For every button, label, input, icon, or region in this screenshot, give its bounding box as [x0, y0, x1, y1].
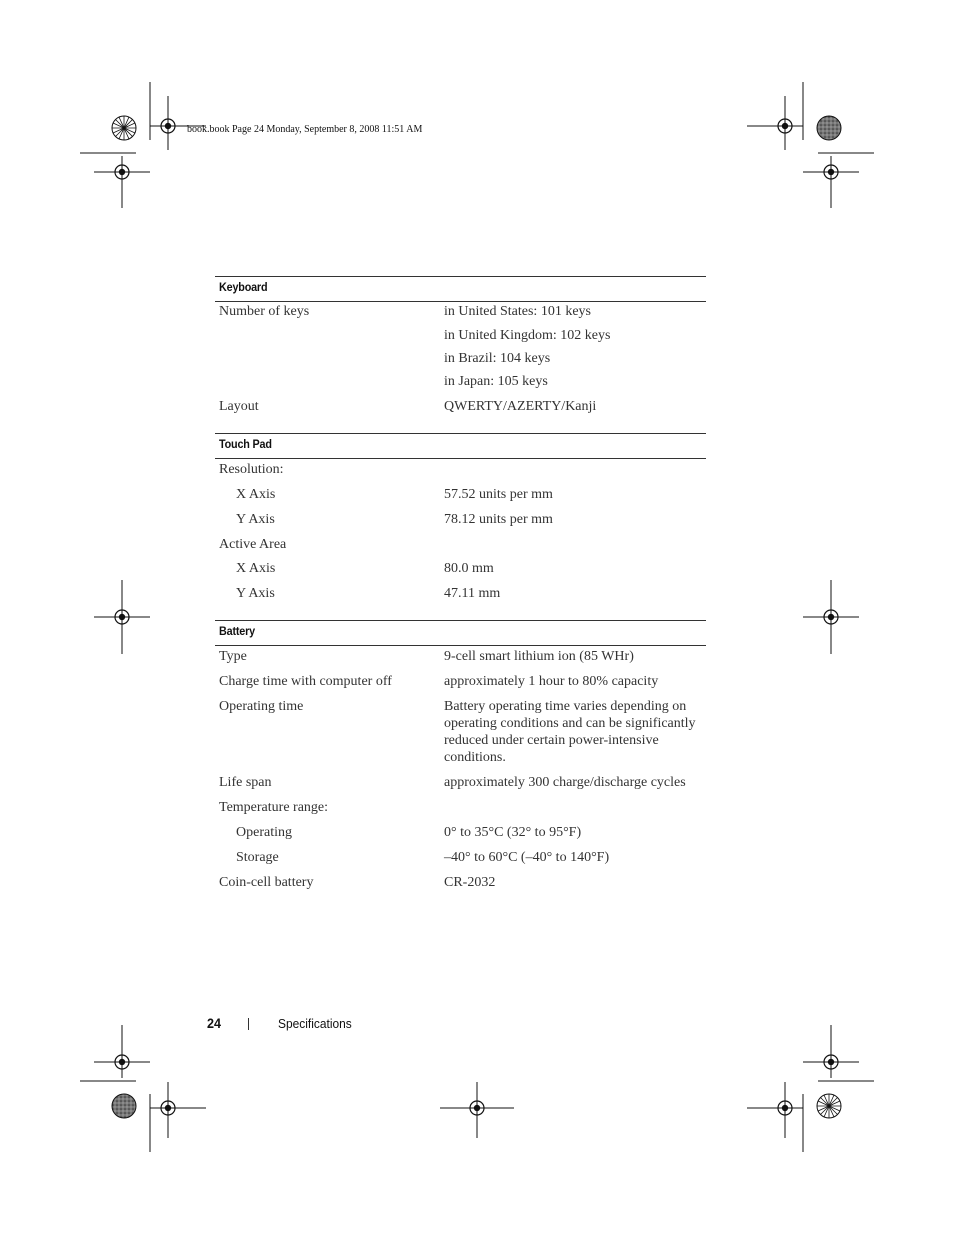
battery-section: [215, 620, 706, 646]
row-label: Resolution:: [219, 462, 284, 477]
row-label: Active Area: [219, 537, 287, 552]
row-label: Type: [219, 649, 247, 664]
row-label: Temperature range:: [219, 800, 329, 815]
section-header-keyboard: [215, 276, 706, 302]
row-value: 57.52 units per mm: [444, 487, 553, 502]
row-value: 47.11 mm: [444, 586, 501, 601]
row-label: Layout: [219, 399, 259, 414]
row-label: Y Axis: [236, 512, 275, 527]
row-value: in Brazil: 104 keys: [444, 351, 551, 366]
row-label: Operating: [236, 825, 292, 840]
row-value: CR-2032: [444, 875, 496, 890]
row-label: Number of keys: [219, 304, 310, 319]
tint-patch-icon: [112, 1094, 136, 1118]
section-title: Touch Pad: [219, 437, 272, 451]
row-value: approximately 300 charge/discharge cycles: [444, 775, 686, 790]
section-header-touchpad: [215, 433, 706, 459]
page-number: 24: [207, 1015, 222, 1031]
starburst-icon: [817, 1094, 841, 1118]
row-label: Charge time with computer off: [219, 674, 392, 689]
registration-mark-icon: [464, 1095, 490, 1121]
registration-mark-icon: [109, 159, 135, 185]
registration-mark-icon: [109, 1049, 135, 1075]
section-title: Keyboard: [219, 280, 268, 294]
registration-mark-icon: [818, 159, 844, 185]
row-label: Storage: [236, 850, 279, 865]
row-value: in Japan: 105 keys: [444, 374, 548, 389]
row-value: 78.12 units per mm: [444, 512, 553, 527]
tint-patch-icon: [817, 116, 841, 140]
registration-mark-icon: [109, 604, 135, 630]
registration-mark-icon: [818, 1049, 844, 1075]
keyboard-section: [215, 276, 706, 302]
registration-mark-icon: [155, 1095, 181, 1121]
touchpad-section: [215, 433, 706, 459]
footer-divider: [248, 1018, 249, 1030]
row-label: Life span: [219, 775, 272, 790]
row-label: Y Axis: [236, 586, 275, 601]
starburst-icon: [112, 116, 136, 140]
registration-mark-icon: [772, 113, 798, 139]
row-value: approximately 1 hour to 80% capacity: [444, 674, 659, 689]
row-value: in United Kingdom: 102 keys: [444, 328, 611, 343]
row-label: X Axis: [236, 561, 276, 576]
row-value: –40° to 60°C (–40° to 140°F): [444, 850, 610, 865]
section-header-battery: [215, 620, 706, 646]
registration-mark-icon: [155, 113, 181, 139]
row-value: QWERTY/AZERTY/Kanji: [444, 399, 597, 414]
running-footer-title: Specifications: [278, 1016, 352, 1031]
row-value: Battery operating time varies depending on operating conditions and can be significantly reduced under certain power-intensive conditions.: [444, 699, 696, 765]
registration-mark-icon: [772, 1095, 798, 1121]
row-label: X Axis: [236, 487, 276, 502]
section-title: Battery: [219, 624, 255, 638]
registration-mark-icon: [818, 604, 844, 630]
row-value: 80.0 mm: [444, 561, 494, 576]
row-value: in United States: 101 keys: [444, 304, 591, 319]
row-value: 0° to 35°C (32° to 95°F): [444, 825, 582, 840]
print-slug: book.book Page 24 Monday, September 8, 2008 11:51 AM: [187, 124, 423, 135]
row-label: Coin-cell battery: [219, 875, 314, 890]
row-label: Operating time: [219, 699, 304, 714]
row-value: 9-cell smart lithium ion (85 WHr): [444, 649, 634, 664]
